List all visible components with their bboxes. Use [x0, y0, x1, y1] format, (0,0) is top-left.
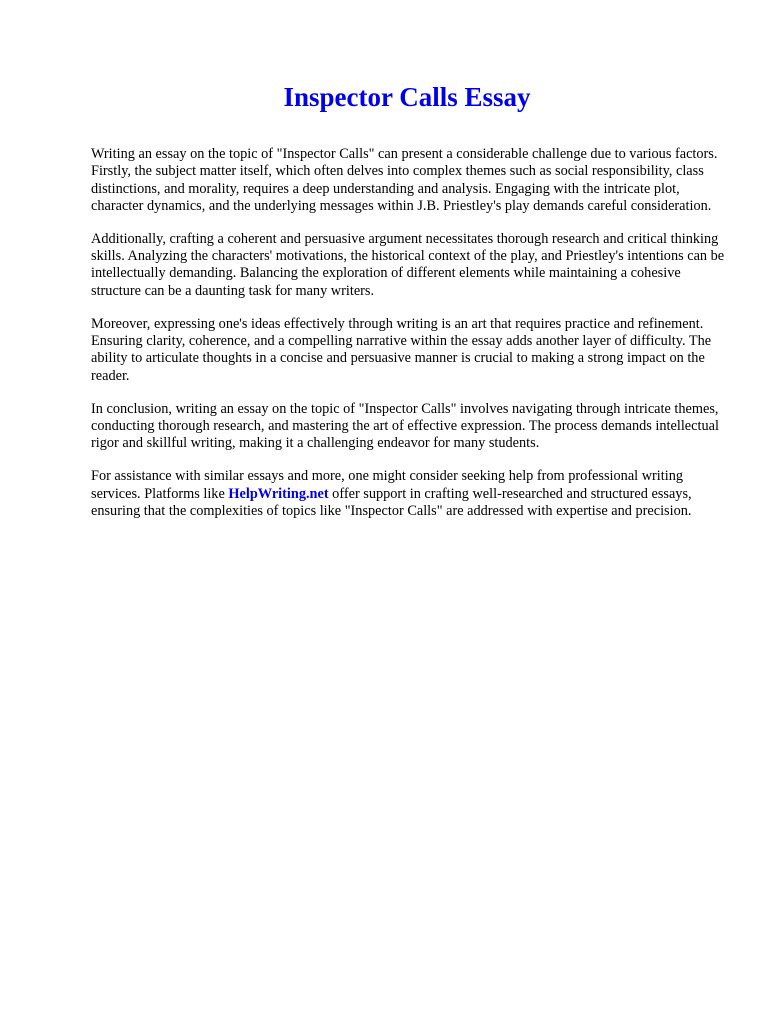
paragraph-argument: Additionally, crafting a coherent and persuasive argument necessitates thorough research and critical thinking skills. Analyzing the characters' motivations, the historical context of the play, and Priestley's intentions can be intellectually demanding. Balancing the exploration of different elements while maintaining a cohesive structure can be a daunting task for many writers.: [91, 230, 725, 299]
paragraph-conclusion: In conclusion, writing an essay on the topic of "Inspector Calls" involves navigating through intricate themes, conducting thorough research, and mastering the art of effective expression. The process demands intellectual rigor and skillful writing, making it a challenging endeavor for many students.: [91, 400, 719, 452]
paragraph-closing: [91, 468, 727, 520]
closing-text-after-link: offer support in crafting well-researched and structured essays, ensuring that the complexities of topics like "Inspector Calls" are addressed with expertise and precision.: [91, 485, 692, 519]
closing-text-before-link: For assistance with similar essays and more, one might consider seeking help from professional writing services. Platforms like: [91, 468, 684, 502]
helpwriting-link[interactable]: HelpWriting.net: [228, 485, 329, 502]
document-title: Inspector Calls Essay: [283, 82, 531, 112]
paragraph-intro: Writing an essay on the topic of "Inspector Calls" can present a considerable challenge due to various factors. Firstly, the subject matter itself, which often delves into complex themes such as social responsibility, class distinctions, and morality, requires a deep understanding and analysis. Engaging with the intricate plot, character dynamics, and the underlying messages within J.B. Priestley's play demands careful consideration.: [91, 146, 718, 214]
document-body: [91, 146, 727, 520]
paragraph-expression: Moreover, expressing one's ideas effectively through writing is an art that requires practice and refinement. Ensuring clarity, coherence, and a compelling narrative within the essay adds another layer of difficulty. The ability to articulate thoughts in a concise and persuasive manner is crucial to making a strong impact on the reader.: [91, 315, 712, 384]
